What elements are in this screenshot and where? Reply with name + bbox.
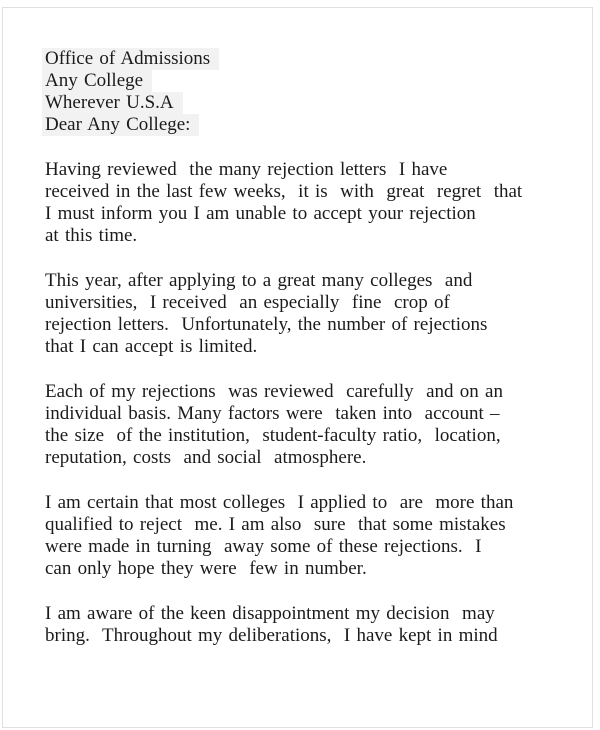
paragraph-line: rejection letters. Unfortunately, the number of rejections <box>45 314 488 335</box>
paragraph-line: universities, I received an especially fine crop of <box>45 292 450 313</box>
paragraph-line: Each of my rejections was reviewed carefully and on an <box>45 381 503 402</box>
header-line-row <box>45 92 590 114</box>
salutation-line: Dear Any College: <box>42 114 199 136</box>
paragraph-5 <box>45 603 590 647</box>
paragraph-line: reputation, costs and social atmosphere. <box>45 447 367 468</box>
paragraph-line: can only hope they were few in number. <box>45 558 367 579</box>
paragraph-line: bring. Throughout my deliberations, I have kept in mind <box>45 625 498 646</box>
header-line-row <box>45 70 590 92</box>
paragraph-line: individual basis. Many factors were taken into account – <box>45 403 500 424</box>
letter-header <box>45 48 590 136</box>
header-line-office-of-admissions: Office of Admissions <box>42 48 219 70</box>
header-line-any-college: Any College <box>42 70 152 92</box>
paragraph-line: were made in turning away some of these rejections. I <box>45 536 482 557</box>
paragraph-line: I am certain that most colleges I applied to are more than <box>45 492 514 513</box>
paragraph-line: that I can accept is limited. <box>45 336 258 357</box>
paragraph-1 <box>45 159 590 247</box>
paragraph-3 <box>45 381 590 469</box>
paragraph-line: Having reviewed the many rejection letters I have <box>45 159 448 180</box>
paragraph-line: I am aware of the keen disappointment my decision may <box>45 603 495 624</box>
header-line-wherever-usa: Wherever U.S.A <box>42 92 183 114</box>
paragraph-line: the size of the institution, student-faculty ratio, location, <box>45 425 501 446</box>
paragraph-2 <box>45 270 590 358</box>
letter-body <box>45 48 590 647</box>
header-line-row <box>45 114 590 136</box>
paragraph-line: I must inform you I am unable to accept your rejection <box>45 203 476 224</box>
paragraph-line: at this time. <box>45 225 138 246</box>
paragraph-line: qualified to reject me. I am also sure that some mistakes <box>45 514 506 535</box>
paragraph-line: received in the last few weeks, it is with great regret that <box>45 181 523 202</box>
paragraph-4 <box>45 492 590 580</box>
header-line-row <box>45 48 590 70</box>
paragraph-line: This year, after applying to a great many colleges and <box>45 270 473 291</box>
